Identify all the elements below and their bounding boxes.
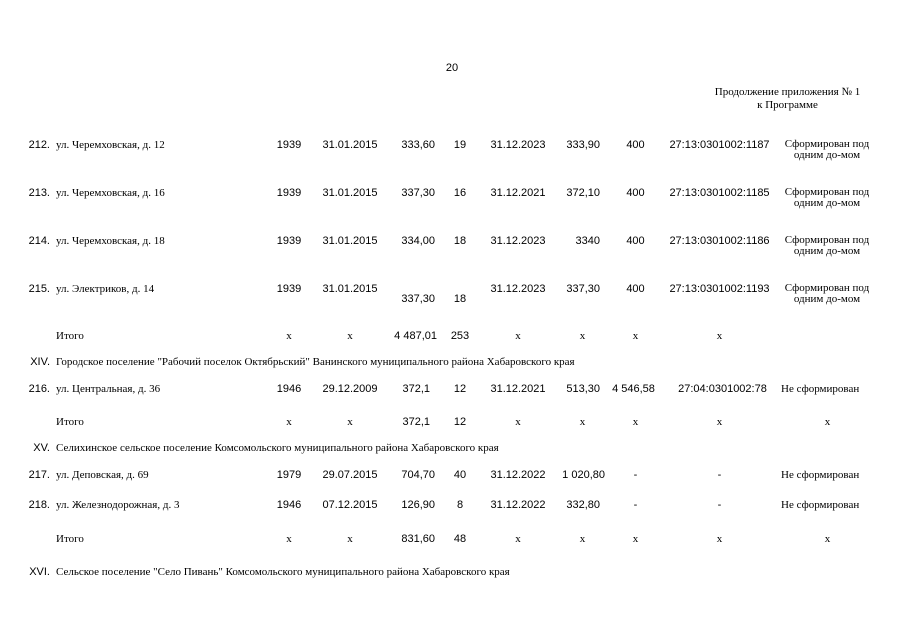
status: Сформирован под одним до-мом [784,234,870,257]
date-1: 29.12.2009 [322,383,378,395]
cadastral-number: 27:04:0301002:78 [678,383,767,395]
total-date-1: x [347,533,353,545]
total-count: 48 [453,533,467,545]
total-count: 253 [450,330,470,342]
total-year: x [286,533,292,545]
section-roman: XIV. [30,356,50,368]
total-area-2: x [579,330,586,342]
date-1: 29.07.2015 [322,469,378,481]
total-status: x [824,416,831,428]
total-label: Итого [56,416,84,428]
date-2: 31.12.2021 [490,383,546,395]
page-number: 20 [445,62,459,74]
year: 1939 [276,139,302,151]
area: 126,90 [401,499,435,511]
total-area: 372,1 [402,416,430,428]
table-row [0,187,905,237]
section-title: Сельское поселение "Село Пивань" Комсомольского муниципального района Хабаровского края [56,566,510,578]
area-2: 333,90 [566,139,600,151]
year: 1939 [276,235,302,247]
total-row [0,330,905,344]
status: Не сформирован [781,383,860,395]
cadastral-number: - [717,469,722,481]
total-label: Итого [56,330,84,342]
total-date-2: x [515,330,521,342]
address: ул. Черемховская, д. 12 [56,139,165,151]
section-roman: XV. [33,442,50,454]
cadastral-number: 27:13:0301002:1187 [669,139,770,151]
status: Сформирован под одним до-мом [784,138,870,161]
section-title: Селихинское сельское поселение Комсомольского муниципального района Хабаровского края [56,442,499,454]
total-row [0,533,905,547]
count: 19 [453,139,467,151]
total-count: 12 [453,416,467,428]
count: 18 [453,235,467,247]
count: 8 [456,499,464,511]
row-number: 212. [28,139,50,151]
date-2: 31.12.2022 [490,469,546,481]
year: 1946 [276,499,302,511]
value: 400 [626,187,645,199]
section-heading [0,356,905,370]
year: 1939 [276,187,302,199]
total-year: x [286,416,292,428]
year: 1979 [276,469,302,481]
section-heading [0,442,905,456]
address: ул. Черемховская, д. 16 [56,187,165,199]
total-year: x [286,330,292,342]
area-2: 372,10 [566,187,600,199]
address: ул. Электриков, д. 14 [56,283,155,295]
section-title: Городское поселение "Рабочий поселок Октябрьский" Ванинского муниципального района Хабаровского края [56,356,575,368]
total-value: x [632,330,639,342]
total-date-1: x [347,416,353,428]
area: 704,70 [401,469,435,481]
total-area-2: x [579,533,586,545]
section-heading [0,566,905,580]
area-2: 3340 [575,235,600,247]
date-1: 31.01.2015 [322,235,378,247]
date-1: 07.12.2015 [322,499,378,511]
value: 400 [626,139,645,151]
table-row [0,283,905,333]
total-status: x [824,533,831,545]
date-2: 31.12.2023 [490,235,546,247]
area: 337,30 [401,187,435,199]
table-row [0,139,905,189]
total-date-1: x [347,330,353,342]
table-row [0,235,905,285]
status: Сформирован под одним до-мом [784,186,870,209]
row-number: 217. [28,469,50,481]
date-2: 31.12.2023 [490,139,546,151]
year: 1939 [276,283,302,295]
total-date-2: x [515,416,521,428]
total-value: x [632,416,639,428]
value: - [633,499,638,511]
total-area: 831,60 [401,533,435,545]
date-2: 31.12.2023 [490,283,546,295]
status: Не сформирован [781,469,860,481]
value: 400 [626,283,645,295]
count: 18 [453,293,467,305]
area-2: 332,80 [566,499,600,511]
total-area-2: x [579,416,586,428]
row-number: 213. [28,187,50,199]
year: 1946 [276,383,302,395]
cadastral-number: - [717,499,722,511]
total-value: x [632,533,639,545]
date-2: 31.12.2022 [490,499,546,511]
total-cadastral: x [716,533,723,545]
date-2: 31.12.2021 [490,187,546,199]
table-row [0,383,905,397]
total-cadastral: x [716,330,723,342]
cadastral-number: 27:13:0301002:1185 [669,187,770,199]
count: 40 [453,469,467,481]
area: 337,30 [401,293,435,305]
address: ул. Деповская, д. 69 [56,469,149,481]
total-label: Итого [56,533,84,545]
area-2: 337,30 [566,283,600,295]
table-row [0,469,905,483]
cadastral-number: 27:13:0301002:1186 [669,235,770,247]
appendix-line-1: Продолжение приложения № 1 [714,86,861,98]
status: Не сформирован [781,499,860,511]
table-row [0,499,905,513]
area-2: 513,30 [566,383,600,395]
area: 372,1 [402,383,430,395]
value: 400 [626,235,645,247]
value: - [633,469,638,481]
area-2: 1 020,80 [562,469,605,481]
date-1: 31.01.2015 [322,283,378,295]
total-cadastral: x [716,416,723,428]
appendix-line-2: к Программе [757,99,818,111]
address: ул. Черемховская, д. 18 [56,235,165,247]
address: ул. Центральная, д. 36 [56,383,161,395]
date-1: 31.01.2015 [322,187,378,199]
row-number: 218. [28,499,50,511]
total-row [0,416,905,430]
row-number: 216. [28,383,50,395]
total-area: 4 487,01 [394,330,437,342]
address: ул. Железнодорожная, д. 3 [56,499,180,511]
area: 333,60 [401,139,435,151]
count: 16 [453,187,467,199]
row-number: 215. [28,283,50,295]
count: 12 [453,383,467,395]
date-1: 31.01.2015 [322,139,378,151]
value: 4 546,58 [612,383,655,395]
section-roman: XVI. [29,566,50,578]
cadastral-number: 27:13:0301002:1193 [669,283,770,295]
row-number: 214. [28,235,50,247]
status: Сформирован под одним до-мом [784,282,870,305]
area: 334,00 [401,235,435,247]
total-date-2: x [515,533,521,545]
